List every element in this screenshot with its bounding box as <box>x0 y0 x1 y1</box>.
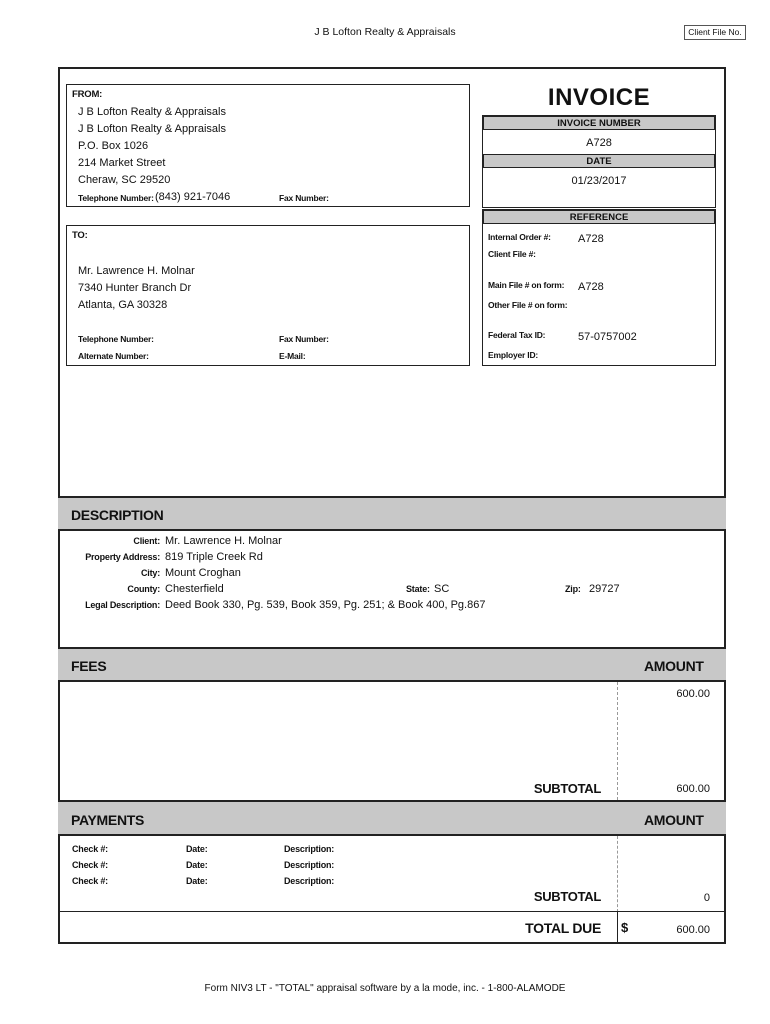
to-line: Mr. Lawrence H. Molnar <box>78 265 195 277</box>
total-due-amount: 600.00 <box>676 924 710 936</box>
footer: Form NIV3 LT - "TOTAL" appraisal software by a la mode, inc. - 1-800-ALAMODE <box>204 983 566 994</box>
date-label: Date: <box>186 876 208 886</box>
client-file-no-box: Client File No. <box>684 25 746 40</box>
state-value: SC <box>434 583 450 595</box>
federal-tax-label: Federal Tax ID: <box>488 330 546 340</box>
from-line: J B Lofton Realty & Appraisals <box>78 123 226 135</box>
zip-value: 29727 <box>589 583 620 595</box>
from-line: 214 Market Street <box>78 157 166 169</box>
internal-order: A728 <box>578 233 604 245</box>
to-line: Atlanta, GA 30328 <box>78 299 168 311</box>
federal-tax-id: 57-0757002 <box>578 331 637 343</box>
payment-description-label: Description: <box>284 844 335 854</box>
from-label: FROM: <box>72 89 103 100</box>
currency-symbol: $ <box>621 920 628 935</box>
legal-label: Legal Description: <box>85 600 160 610</box>
check-label: Check #: <box>72 860 108 870</box>
invoice-number: A728 <box>586 137 612 149</box>
legal-value: Deed Book 330, Pg. 539, Book 359, Pg. 251; & Book 400, Pg.867 <box>165 599 486 611</box>
date-label: Date: <box>186 860 208 870</box>
zip-label: Zip: <box>565 584 581 594</box>
property-value: 819 Triple Creek Rd <box>165 551 263 563</box>
city-value: Mount Croghan <box>165 567 241 579</box>
payments-bar <box>58 800 726 836</box>
date-label: Date: <box>186 844 208 854</box>
total-divider <box>58 911 726 912</box>
from-line: J B Lofton Realty & Appraisals <box>78 106 226 118</box>
main-file: A728 <box>578 281 604 293</box>
invoice-info-box <box>482 115 716 208</box>
city-label: City: <box>141 568 160 578</box>
fees-title: FEES <box>71 658 107 674</box>
from-box <box>66 84 470 207</box>
property-label: Property Address: <box>85 552 160 562</box>
to-fax-label: Fax Number: <box>279 334 329 344</box>
main-file-label: Main File # on form: <box>488 280 565 290</box>
from-telephone-label: Telephone Number: <box>78 193 154 203</box>
payment-description-label: Description: <box>284 876 335 886</box>
fees-subtotal: 600.00 <box>676 783 710 795</box>
to-label: TO: <box>72 230 88 241</box>
date-header: DATE <box>483 154 715 168</box>
state-label: State: <box>406 584 430 594</box>
check-label: Check #: <box>72 876 108 886</box>
header-company: J B Lofton Realty & Appraisals <box>314 26 456 38</box>
fees-amount-header: AMOUNT <box>644 658 704 674</box>
payment-description-label: Description: <box>284 860 335 870</box>
fees-amount: 600.00 <box>676 688 710 700</box>
description-bar <box>58 496 726 531</box>
county-value: Chesterfield <box>165 583 224 595</box>
payments-amount-header: AMOUNT <box>644 812 704 828</box>
check-label: Check #: <box>72 844 108 854</box>
total-due-label: TOTAL DUE <box>525 920 601 936</box>
payments-subtotal: 0 <box>703 892 710 904</box>
description-title: DESCRIPTION <box>71 507 164 523</box>
to-alternate-label: Alternate Number: <box>78 351 149 361</box>
to-email-label: E-Mail: <box>279 351 306 361</box>
to-line: 7340 Hunter Branch Dr <box>78 282 192 294</box>
client-value: Mr. Lawrence H. Molnar <box>165 535 282 547</box>
invoice-date: 01/23/2017 <box>571 175 627 187</box>
other-file-label: Other File # on form: <box>488 300 568 310</box>
internal-order-label: Internal Order #: <box>488 232 551 242</box>
reference-header: REFERENCE <box>483 210 715 224</box>
invoice-title: INVOICE <box>547 84 651 111</box>
fees-subtotal-label: SUBTOTAL <box>533 781 601 796</box>
invoice-number-header: INVOICE NUMBER <box>483 116 715 130</box>
reference-box <box>482 209 716 366</box>
payments-title: PAYMENTS <box>71 812 145 828</box>
client-file-label: Client File #: <box>488 249 536 259</box>
to-telephone-label: Telephone Number: <box>78 334 154 344</box>
from-line: Cheraw, SC 29520 <box>78 174 171 186</box>
total-vertical-divider <box>617 912 618 943</box>
client-label: Client: <box>133 536 160 546</box>
payments-subtotal-label: SUBTOTAL <box>533 889 601 904</box>
payments-divider <box>617 836 618 912</box>
fees-bar <box>58 647 726 682</box>
county-label: County: <box>127 584 160 594</box>
to-box <box>66 225 470 366</box>
from-telephone: (843) 921-7046 <box>155 191 231 203</box>
employer-id-label: Employer ID: <box>488 350 539 360</box>
from-fax-label: Fax Number: <box>279 193 329 203</box>
from-line: P.O. Box 1026 <box>78 140 149 152</box>
fees-divider <box>617 682 618 800</box>
